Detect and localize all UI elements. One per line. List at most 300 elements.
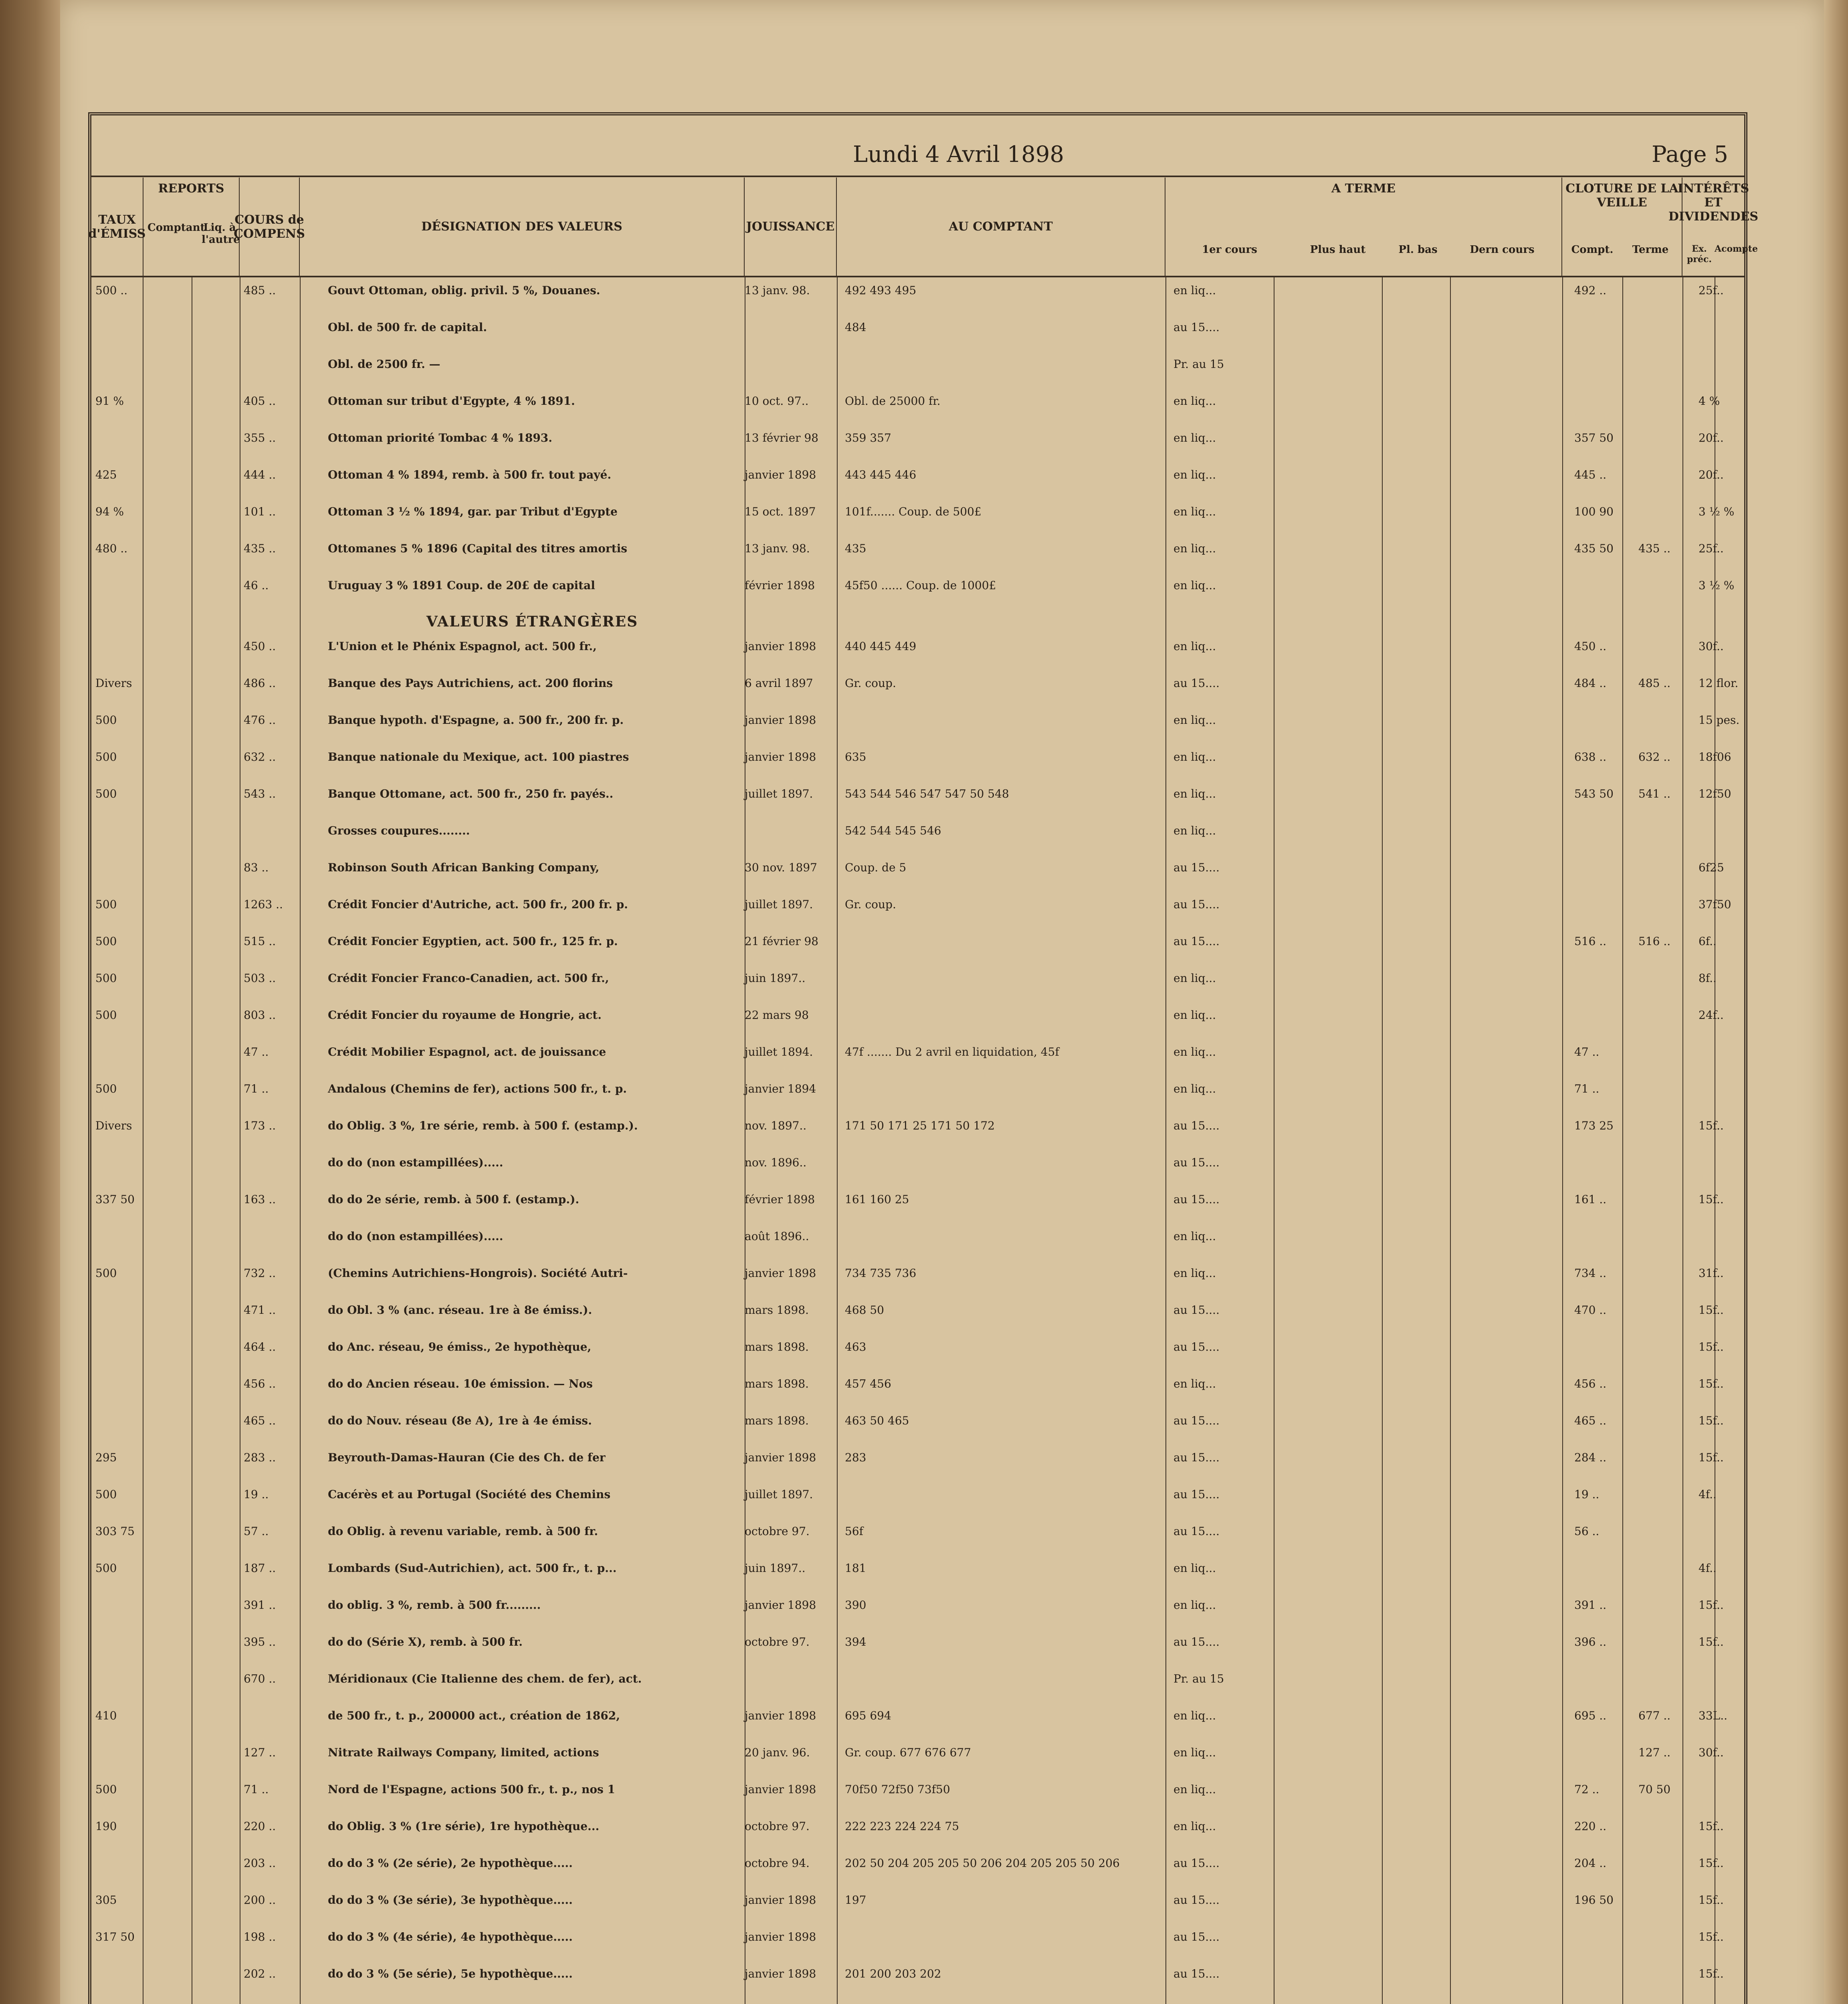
cell-designation: Gouvt Ottoman, oblig. privil. 5 %, Douanes. [328,284,600,297]
cell-clot: 470 .. [1574,1303,1607,1317]
cell-taux: 190 [95,1820,117,1833]
cell-terme: au 15.... [1173,1156,1220,1169]
cell-cours: 395 .. [244,1635,276,1648]
cell-taux: 337 50 [95,1193,135,1206]
cell-int: 15f.. [1699,1119,1724,1132]
cell-int: 24f.. [1699,1008,1724,1022]
cell-jouissance: juillet 1897. [745,787,813,800]
cell-clot: 47 .. [1574,1045,1600,1059]
section-title: VALEURS ÉTRANGÈRES [426,613,638,630]
cell-clot: 543 50 [1574,787,1614,800]
cell-jouissance: octobre 97. [745,1525,810,1538]
cell-clot: 284 .. [1574,1451,1607,1464]
cell-cours: 198 .. [244,1930,276,1943]
cell-terme: en liq... [1173,1820,1216,1833]
cell-terme: en liq... [1173,1746,1216,1759]
table-row [91,1854,1744,1878]
table-row [91,576,1744,600]
cell-designation: Banque hypoth. d'Espagne, a. 500 fr., 200 fr. p. [328,713,624,727]
cell-designation: Lombards (Sud-Autrichien), act. 500 fr., t. p... [328,1562,617,1575]
cell-jouissance: janvier 1898 [745,1598,816,1612]
cell-comptant: 70f50 72f50 73f50 [845,1783,950,1796]
table-row [91,1448,1744,1473]
cell-cours: 670 .. [244,1672,276,1685]
cell-cours: 391 .. [244,1598,276,1612]
cell-cours: 1263 .. [244,898,283,911]
cell-jouissance: janvier 1898 [745,1451,816,1464]
cell-cours: 632 .. [244,750,276,764]
cell-terme: en liq... [1173,640,1216,653]
cell-jouissance: octobre 97. [745,1820,810,1833]
cell-designation: Robinson South African Banking Company, [328,861,600,874]
cell-int: 3 ½ % [1699,579,1735,592]
cell-cours: 405 .. [244,394,276,408]
table-row [91,895,1744,919]
cell-clot: 734 .. [1574,1267,1607,1280]
cell-int: 31f.. [1699,1267,1724,1280]
cell-comptant: 171 50 171 25 171 50 172 [845,1119,995,1132]
table-row [91,932,1744,956]
cell-clot2: 541 .. [1638,787,1671,800]
cell-comptant: 734 735 736 [845,1267,917,1280]
cell-clot: 695 .. [1574,1709,1607,1722]
table-row [91,1743,1744,1768]
table-row [91,1227,1744,1251]
cell-terme: au 15.... [1173,1340,1220,1354]
cell-terme: en liq... [1173,505,1216,518]
cell-taux: 295 [95,1451,117,1464]
cell-int: 15f.. [1699,1967,1724,1980]
cell-taux: 500 [95,972,117,985]
cell-designation: Uruguay 3 % 1891 Coup. de 20£ de capital [328,579,595,592]
cell-jouissance: janvier 1898 [745,713,816,727]
cell-int: 18f06 [1699,750,1731,764]
cell-comptant: 457 456 [845,1377,891,1390]
cell-comptant: Obl. de 25000 fr. [845,394,941,408]
cell-jouissance: 13 janv. 98. [745,284,810,297]
cell-comptant: 45f50 ...... Coup. de 1000£ [845,579,996,592]
cell-taux: Divers [95,1119,132,1132]
cell-int: 4f.. [1699,1562,1717,1575]
cell-taux: 500 [95,935,117,948]
cell-clot: 492 .. [1574,284,1607,297]
cell-jouissance: 20 janv. 96. [745,1746,810,1759]
cell-cours: 355 .. [244,431,276,444]
cell-comptant: 443 445 446 [845,468,917,481]
table-row [91,1965,1744,1989]
header-premier-cours: 1er cours [1202,244,1257,256]
cell-designation: Banque des Pays Autrichiens, act. 200 florins [328,677,613,690]
cell-taux: 500 [95,1783,117,1796]
cell-taux: 500 [95,1008,117,1022]
cell-comptant: 468 50 [845,1303,884,1317]
cell-designation: do Oblig. 3 % (1re série), 1re hypothèque... [328,1820,600,1833]
cell-designation: Ottoman priorité Tombac 4 % 1893. [328,431,553,444]
cell-terme: au 15.... [1173,1303,1220,1317]
cell-designation: do Obl. 3 % (anc. réseau. 1re à 8e émiss.). [328,1303,592,1317]
cell-comptant: 222 223 224 224 75 [845,1820,959,1833]
cell-clot: 204 .. [1574,1857,1607,1870]
cell-jouissance: janvier 1898 [745,468,816,481]
cell-terme: au 15.... [1173,1893,1220,1907]
cell-comptant: 47f ....... Du 2 avril en liquidation, 45f [845,1045,1059,1059]
table-row [91,1633,1744,1657]
cell-terme: en liq... [1173,579,1216,592]
cell-clot2: 677 .. [1638,1709,1671,1722]
table-row [91,1375,1744,1399]
cell-clot: 357 50 [1574,431,1614,444]
table-row [91,969,1744,993]
cell-terme: en liq... [1173,1377,1216,1390]
cell-designation: Grosses coupures........ [328,824,470,837]
cell-terme: en liq... [1173,750,1216,764]
cell-terme: en liq... [1173,1008,1216,1022]
cell-cours: 127 .. [244,1746,276,1759]
cell-designation: Andalous (Chemins de fer), actions 500 fr., t. p. [328,1082,627,1095]
cell-taux: 303 75 [95,1525,135,1538]
cell-clot: 220 .. [1574,1820,1607,1833]
table-row [91,1190,1744,1214]
table-row [91,1006,1744,1030]
cell-comptant: 161 160 25 [845,1193,909,1206]
table-row [91,281,1744,305]
cell-cours: 450 .. [244,640,276,653]
cell-clot: 72 .. [1574,1783,1600,1796]
cell-designation: do do (non estampillées)..... [328,1230,503,1243]
table-row [91,1522,1744,1546]
header-clot-terme: Terme [1632,244,1669,256]
cell-jouissance: janvier 1898 [745,1967,816,1980]
page-header [91,139,1744,177]
cell-clot: 396 .. [1574,1635,1607,1648]
page-number: Page 5 [1652,141,1728,168]
cell-taux: 500 [95,1562,117,1575]
header-reports: REPORTS [143,178,240,276]
cell-taux: 500 [95,1488,117,1501]
cell-comptant: 695 694 [845,1709,891,1722]
cell-designation: Ottomanes 5 % 1896 (Capital des titres amortis [328,542,628,555]
cell-designation: Nord de l'Espagne, actions 500 fr., t. p., nos 1 [328,1783,616,1796]
cell-taux: 500 [95,898,117,911]
cell-comptant: 484 [845,321,866,334]
header-interets: INTÉRÊTS ET DIVIDENDES [1668,182,1759,224]
cell-cours: 486 .. [244,677,276,690]
cell-clot2: 70 50 [1638,1783,1671,1796]
cell-comptant: 390 [845,1598,866,1612]
cell-cours: 19 .. [244,1488,269,1501]
table-row [91,637,1744,661]
cell-jouissance: février 1898 [745,1193,815,1206]
cell-taux: 500 [95,750,117,764]
cell-int: 4 % [1699,394,1720,408]
table-row [91,429,1744,453]
header-pl-bas: Pl. bas [1398,244,1438,256]
cell-int: 3 ½ % [1699,505,1735,518]
cell-terme: en liq... [1173,972,1216,985]
cell-designation: do do 3 % (5e série), 5e hypothèque..... [328,1967,573,1980]
cell-jouissance: janvier 1898 [745,1709,816,1722]
cell-cours: 173 .. [244,1119,276,1132]
cell-taux: 500 [95,1082,117,1095]
cell-int: 15f.. [1699,1857,1724,1870]
cell-terme: en liq... [1173,431,1216,444]
cell-jouissance: mars 1898. [745,1377,809,1390]
cell-designation: (Chemins Autrichiens-Hongrois). Société Autri- [328,1267,628,1280]
cell-jouissance: nov. 1897.. [745,1119,807,1132]
cell-jouissance: janvier 1894 [745,1082,816,1095]
cell-terme: au 15.... [1173,1635,1220,1648]
cell-clot: 516 .. [1574,935,1607,948]
cell-comptant: 181 [845,1562,866,1575]
cell-cours: 71 .. [244,1082,269,1095]
cell-cours: 187 .. [244,1562,276,1575]
cell-cours: 464 .. [244,1340,276,1354]
table-row [91,2002,1744,2004]
cell-cours: 83 .. [244,861,269,874]
cell-jouissance: 6 avril 1897 [745,677,813,690]
cell-terme: au 15.... [1173,861,1220,874]
cell-int: 6f.. [1699,935,1717,948]
cell-jouissance: août 1896.. [745,1230,809,1243]
header-jouissance: JOUISSANCE [745,178,837,276]
cell-jouissance: mars 1898. [745,1414,809,1427]
cell-cours: 803 .. [244,1008,276,1022]
cell-cours: 283 .. [244,1451,276,1464]
header-int-acompte: Acompte [1715,244,1758,254]
cell-int: 15f.. [1699,1930,1724,1943]
cell-clot: 435 50 [1574,542,1614,555]
cell-designation: Banque Ottomane, act. 500 fr., 250 fr. payés.. [328,787,614,800]
cell-designation: Ottoman 4 % 1894, remb. à 500 fr. tout payé. [328,468,612,481]
table-row [91,1891,1744,1915]
table-row [91,1817,1744,1841]
header-cloture: CLOTURE DE LA VEILLE [1562,178,1682,276]
cell-clot: 638 .. [1574,750,1607,764]
cell-designation: do do (Série X), remb. à 500 fr. [328,1635,523,1648]
column-headers [88,178,1759,277]
cell-comptant: 435 [845,542,866,555]
cell-jouissance: octobre 97. [745,1635,810,1648]
cell-taux: 500 [95,787,117,800]
cell-clot: 445 .. [1574,468,1607,481]
cell-int: 15 pes. [1699,713,1740,727]
cell-jouissance: 22 mars 98 [745,1008,809,1022]
cell-clot: 71 .. [1574,1082,1600,1095]
cell-comptant: Gr. coup. [845,677,896,690]
cell-clot: 161 .. [1574,1193,1607,1206]
table-row [91,1338,1744,1362]
cell-comptant: 201 200 203 202 [845,1967,941,1980]
table-row [91,1264,1744,1288]
cell-clot: 19 .. [1574,1488,1600,1501]
table-row [91,1117,1744,1141]
cell-terme: en liq... [1173,468,1216,481]
cell-terme: au 15.... [1173,1451,1220,1464]
cell-terme: en liq... [1173,787,1216,800]
table-row [91,1301,1744,1325]
cell-int: 33L.. [1699,1709,1728,1722]
table-row [91,1412,1744,1436]
cell-cours: 503 .. [244,972,276,985]
cell-int: 15f.. [1699,1893,1724,1907]
cell-int: 15f.. [1699,1377,1724,1390]
cell-designation: Ottoman sur tribut d'Egypte, 4 % 1891. [328,394,575,408]
cell-terme: Pr. au 15 [1173,1672,1224,1685]
cell-clot: 56 .. [1574,1525,1600,1538]
cell-taux: 317 50 [95,1930,135,1943]
header-plus-haut: Plus haut [1310,244,1366,256]
cell-terme: en liq... [1173,1709,1216,1722]
cell-terme: au 15.... [1173,935,1220,948]
cell-cours: 163 .. [244,1193,276,1206]
cell-terme: au 15.... [1173,321,1220,334]
header-liq: Liq. à l'autre [202,222,240,246]
cell-comptant: Coup. de 5 [845,861,907,874]
cell-taux: 425 [95,468,117,481]
cell-jouissance: 15 oct. 1897 [745,505,816,518]
table-row [91,392,1744,416]
cell-int: 15f.. [1699,1303,1724,1317]
cell-cours: 57 .. [244,1525,269,1538]
cell-taux: 91 % [95,394,124,408]
cell-designation: Crédit Foncier Franco-Canadien, act. 500 fr., [328,972,609,985]
cell-int: 12f50 [1699,787,1731,800]
cell-terme: au 15.... [1173,1967,1220,1980]
cell-clot: 450 .. [1574,640,1607,653]
cell-comptant: Gr. coup. [845,898,896,911]
cell-clot2: 127 .. [1638,1746,1671,1759]
cell-comptant: 542 544 545 546 [845,824,941,837]
cell-designation: Crédit Foncier d'Autriche, act. 500 fr., 200 fr. p. [328,898,628,911]
cell-taux: 500 .. [95,284,128,297]
cell-jouissance: mars 1898. [745,1340,809,1354]
cell-jouissance: juillet 1894. [745,1045,813,1059]
table-row [91,1596,1744,1620]
cell-int: 30f.. [1699,1746,1724,1759]
cell-jouissance: janvier 1898 [745,750,816,764]
header-au-comptant: AU COMPTANT [837,178,1165,276]
cell-cours: 476 .. [244,713,276,727]
cell-cours: 435 .. [244,542,276,555]
cell-terme: en liq... [1173,1230,1216,1243]
header-a-terme: A TERME [1165,178,1562,276]
cell-comptant: 283 [845,1451,866,1464]
cell-jouissance: janvier 1898 [745,1893,816,1907]
cell-terme: au 15.... [1173,677,1220,690]
cell-int: 8f.. [1699,972,1717,985]
cell-comptant: 492 493 495 [845,284,917,297]
cell-int: 25f.. [1699,542,1724,555]
cell-taux: 305 [95,1893,117,1907]
cell-designation: do Anc. réseau, 9e émiss., 2e hypothèque, [328,1340,592,1354]
cell-int: 30f.. [1699,640,1724,653]
table-row [91,1707,1744,1731]
cell-taux: 500 [95,1267,117,1280]
table-row [91,1154,1744,1178]
cell-designation: do oblig. 3 %, remb. à 500 fr......... [328,1598,541,1612]
cell-comptant: 56f [845,1525,863,1538]
cell-comptant: 394 [845,1635,866,1648]
table-row [91,318,1744,342]
table-row [91,822,1744,846]
cell-jouissance: juin 1897.. [745,1562,806,1575]
cell-jouissance: juillet 1897. [745,1488,813,1501]
table-row [91,1670,1744,1694]
cell-terme: en liq... [1173,1082,1216,1095]
header-taux: TAUX d'ÉMISS [91,178,143,276]
cell-terme: en liq... [1173,1783,1216,1796]
cell-designation: de 500 fr., t. p., 200000 act., création de 1862, [328,1709,620,1722]
table-row [91,503,1744,527]
cell-int: 15f.. [1699,1635,1724,1648]
cell-cours: 543 .. [244,787,276,800]
cell-terme: en liq... [1173,824,1216,837]
cell-designation: Crédit Foncier du royaume de Hongrie, act. [328,1008,602,1022]
cell-jouissance: 21 février 98 [745,935,819,948]
cell-terme: en liq... [1173,1267,1216,1280]
header-comptant: Comptant [147,222,205,234]
cell-cours: 220 .. [244,1820,276,1833]
newspaper-page [60,0,1824,2004]
cell-designation: do do 3 % (4e série), 4e hypothèque..... [328,1930,573,1943]
cell-int: 12 flor. [1699,677,1739,690]
header-clot-compt: Compt. [1571,244,1614,256]
cell-jouissance: février 1898 [745,579,815,592]
cell-terme: au 15.... [1173,1193,1220,1206]
cell-int: 25f.. [1699,284,1724,297]
cell-terme: Pr. au 15 [1173,358,1224,371]
cell-terme: en liq... [1173,1045,1216,1059]
cell-terme: en liq... [1173,284,1216,297]
cell-taux: 94 % [95,505,124,518]
cell-cours: 202 .. [244,1967,276,1980]
cell-cours: 200 .. [244,1893,276,1907]
page-frame [88,112,1759,2004]
cell-cours: 732 .. [244,1267,276,1280]
cell-clot: 456 .. [1574,1377,1607,1390]
cell-int: 15f.. [1699,1193,1724,1206]
table-row [91,1485,1744,1509]
cell-int: 20f.. [1699,431,1724,444]
cell-clot2: 485 .. [1638,677,1671,690]
cell-int: 15f.. [1699,1451,1724,1464]
cell-comptant: Gr. coup. 677 676 677 [845,1746,971,1759]
table-row [91,1928,1744,1952]
cell-comptant: 359 357 [845,431,891,444]
page-edges [1824,0,1848,2004]
cell-cours: 465 .. [244,1414,276,1427]
cell-clot: 196 50 [1574,1893,1614,1907]
cell-designation: Méridionaux (Cie Italienne des chem. de fer), act. [328,1672,642,1685]
cell-taux: Divers [95,677,132,690]
cell-int: 15f.. [1699,1340,1724,1354]
cell-terme: en liq... [1173,394,1216,408]
table-row [91,1080,1744,1104]
table-row [91,674,1744,698]
table-row [91,539,1744,564]
cell-clot2: 435 .. [1638,542,1671,555]
cell-jouissance: juin 1897.. [745,972,806,985]
header-designation: DÉSIGNATION DES VALEURS [300,178,745,276]
table-row [91,859,1744,883]
table-row [91,355,1744,379]
cell-comptant: 440 445 449 [845,640,917,653]
cell-designation: do do Nouv. réseau (8e A), 1re à 4e émiss. [328,1414,592,1427]
cell-jouissance: janvier 1898 [745,1783,816,1796]
cell-cours: 456 .. [244,1377,276,1390]
cell-terme: en liq... [1173,542,1216,555]
cell-designation: do do Ancien réseau. 10e émission. — Nos [328,1377,593,1390]
